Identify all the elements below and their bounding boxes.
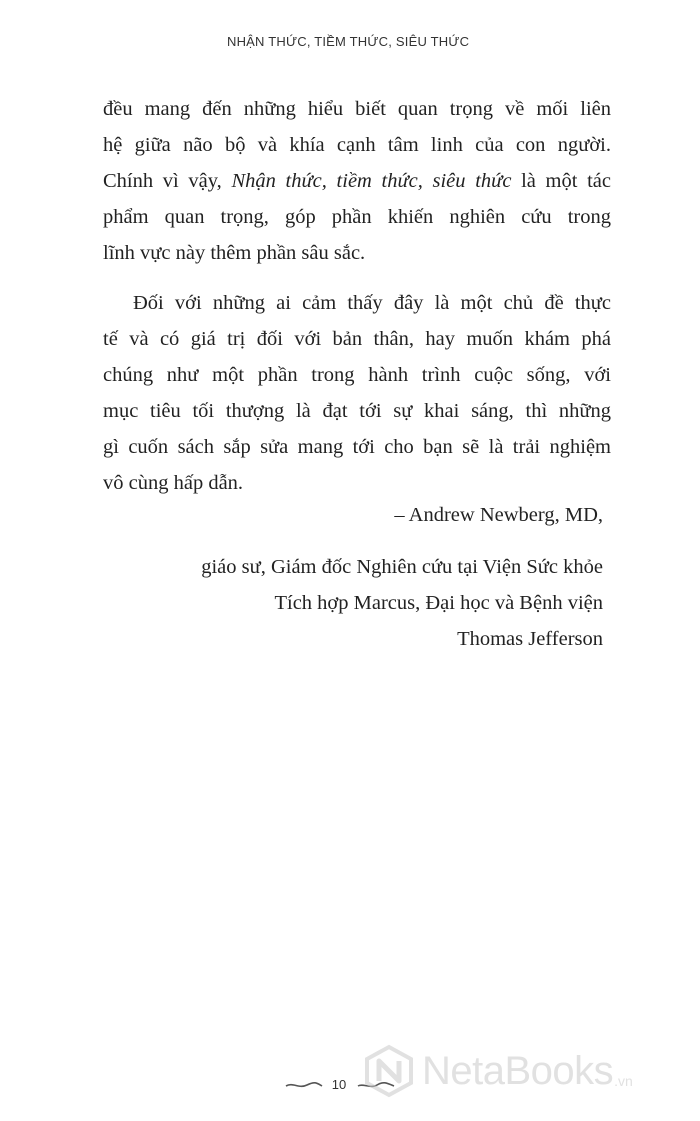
author-title-line: Tích hợp Marcus, Đại học và Bệnh viện [274,592,603,614]
main-text [103,91,611,501]
text-line: phẩm quan trọng, góp phần khiến nghiên cứu trong [103,206,611,228]
text-line: tế và có giá trị đối với bản thân, hay muốn khám phá [103,328,611,350]
running-title: NHẬN THỨC, TIỀM THỨC, SIÊU THỨC [227,34,470,49]
text-line: Đối với những ai cảm thấy đây là một chủ đề thực [133,292,611,314]
text-fragment: là một tác [511,170,611,192]
text-line: vô cùng hấp dẫn. [103,472,244,494]
watermark-suffix: .vn [614,1073,633,1089]
author-title-line: Thomas Jefferson [457,628,603,650]
paragraph-2 [103,285,611,501]
text-line [103,163,611,199]
paragraph-1 [103,91,611,271]
text-fragment: Chính vì vậy, [103,170,232,192]
attribution [83,497,603,657]
book-title-italic: Nhận thức, tiềm thức, siêu thức [231,170,512,192]
netabooks-logo-icon [362,1044,416,1098]
text-line: chúng như một phần trong hành trình cuộc sống, với [103,364,611,386]
watermark [362,1043,633,1099]
page-number: 10 [331,1077,347,1092]
text-line: mục tiêu tối thượng là đạt tới sự khai sáng, thì những [103,400,611,422]
text-line: hệ giữa não bộ và khía cạnh tâm linh của con người. [103,134,611,156]
author-title-line: giáo sư, Giám đốc Nghiên cứu tại Viện Sức khỏe [201,556,603,578]
author-name: – Andrew Newberg, MD, [394,504,603,526]
text-line: đều mang đến những hiểu biết quan trọng về mối liên [103,98,611,120]
wave-ornament-left-icon [285,1080,323,1090]
watermark-brand: NetaBooks [422,1048,614,1093]
text-line: lĩnh vực này thêm phần sâu sắc. [103,242,366,264]
text-line: gì cuốn sách sắp sửa mang tới cho bạn sẽ là trải nghiệm [103,436,611,458]
